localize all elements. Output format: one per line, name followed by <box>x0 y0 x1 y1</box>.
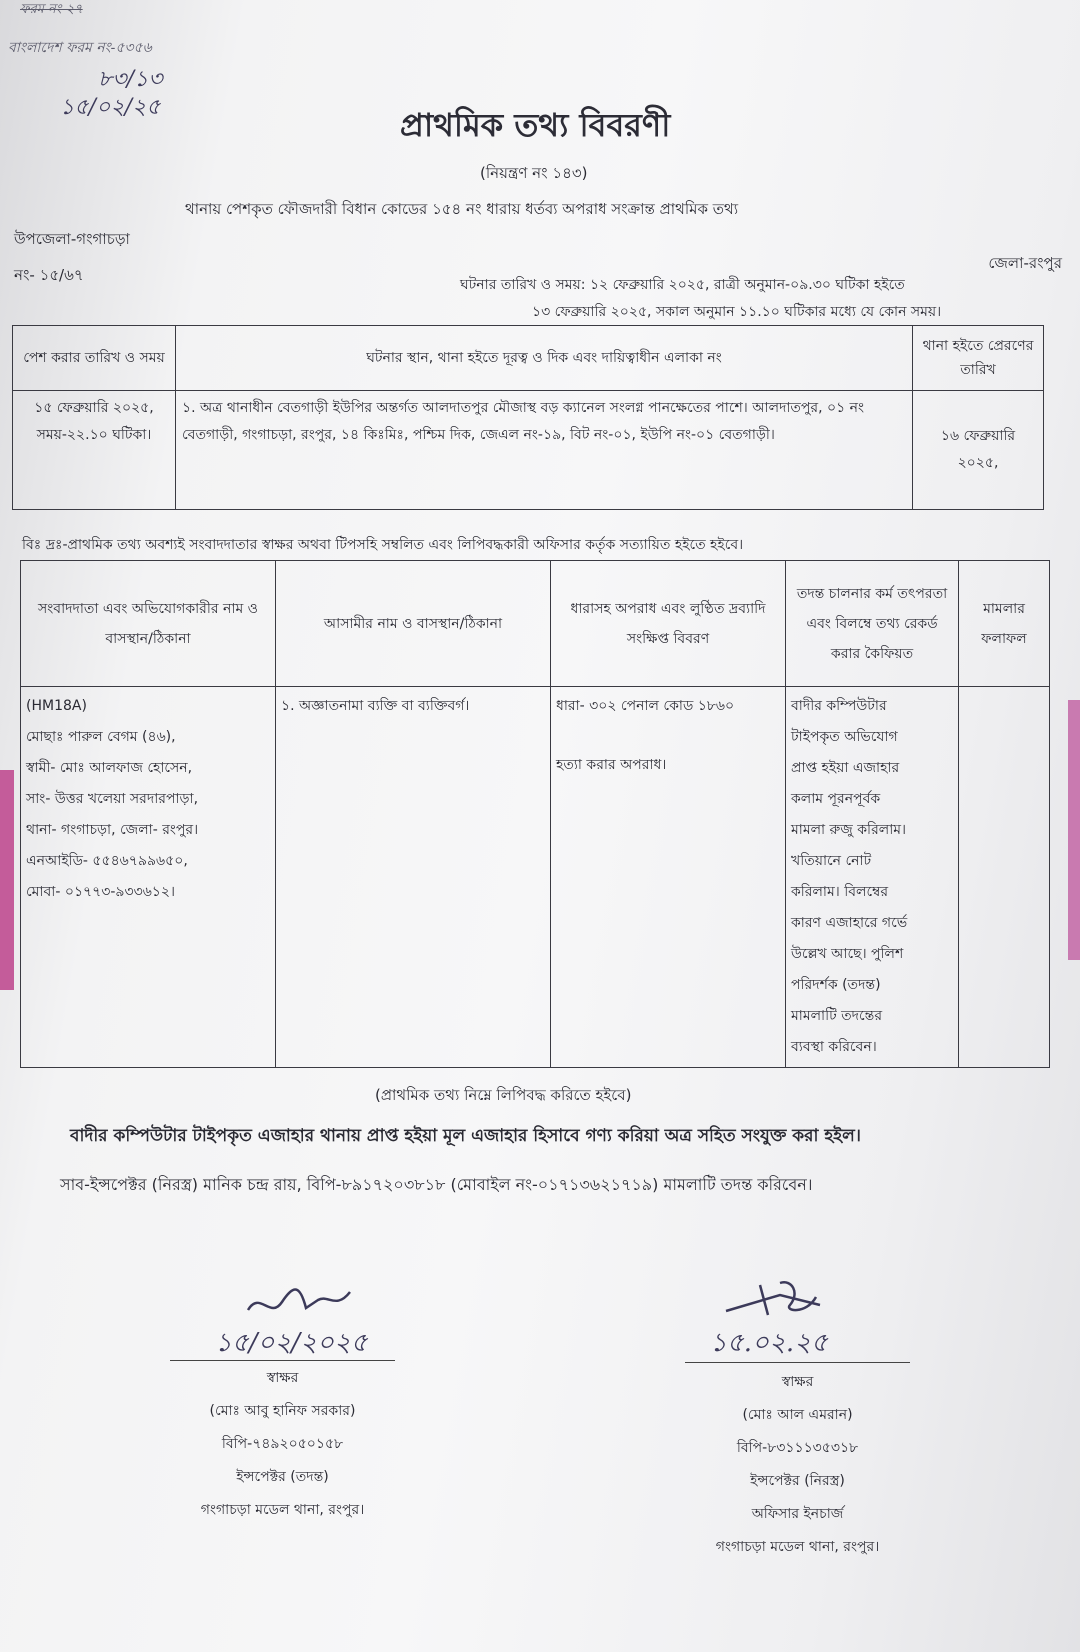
incident-time-line2: ১৩ ফেব্রুয়ারি ২০২৫, সকাল অনুমান ১১.১০ ঘটিকার মধ্যে যে কোন সময়। <box>532 304 942 320</box>
informant-thana: থানা- গংগাচড়া, জেলা- রংপুর। <box>26 822 199 838</box>
action-line: মামলা রুজু করিলাম। <box>791 822 907 838</box>
action-line: খতিয়ানে নোট <box>791 853 872 869</box>
action-line: প্রাপ্ত হইয়া এজাহার <box>791 760 900 776</box>
offence-section: ধারা- ৩০২ পেনাল কোড ১৮৬০ <box>556 698 735 714</box>
signature-right-bp: বিপি-৮৩১১১৩৫৩১৮ <box>736 1440 859 1456</box>
signature-right-date: ১৫.০২.২৫ <box>710 1328 828 1358</box>
statement: বাদীর কম্পিউটার টাইপকৃত এজাহার থানায় প্রাপ্ত হইয়া মূল এজাহার হিসাবে গণ্য করিয়া অত্র সহিত সংযুক্ত করা হইল। <box>70 1126 861 1146</box>
informant-husband: স্বামী- মোঃ আলফাজ হোসেন, <box>26 760 193 776</box>
signature-right-label: স্বাক্ষর <box>781 1374 814 1390</box>
informant-cell <box>21 687 276 1068</box>
signature-left-line <box>170 1360 395 1361</box>
signature-right-name: (মোঃ আল এমরান) <box>742 1407 853 1423</box>
upazila: উপজেলা-গংগাচড়া <box>14 230 130 248</box>
signature-left-block <box>150 1362 415 1527</box>
table-row <box>21 687 1050 1068</box>
background-edge <box>0 770 14 990</box>
background-edge-right <box>1068 700 1080 960</box>
signature-right-line <box>685 1362 910 1363</box>
document-description: থানায় পেশকৃত ফৌজদারী বিধান কোডের ১৫৪ নং ধারায় ধর্তব্য অপরাধ সংক্রান্ত প্রাথমিক তথ্য <box>185 200 739 218</box>
header-location: ঘটনার স্থান, থানা হইতে দূরত্ব ও দিক এবং দায়িত্বাধীন এলাকা নং <box>176 326 913 391</box>
incident-location: ১. অত্র থানাধীন বেতগাড়ী ইউপির অন্তর্গত আলদাতপুর মৌজাস্থ বড় ক্যানেল সংলগ্ন পানক্ষেতের পাশে। আলদাতপুর, ০১ নং বেতগাড়ী, গংগাচড়া, রংপুর, ১৪ কিঃমিঃ, পশ্চিম দিক, জেএল নং-১৯, বিট নং-০১, ইউপি নং-০১ বেতগাড়ী। <box>176 391 913 510</box>
signature-right-role: অফিসার ইনচার্জ <box>751 1506 844 1522</box>
action-line: কলাম পূরনপূর্বক <box>791 791 881 807</box>
notice: বিঃ দ্রঃ-প্রাথমিক তথ্য অবশ্যই সংবাদদাতার স্বাক্ষর অথবা টিপসহি সম্বলিত এবং লিপিবদ্ধকারী অফিসার কর্তৃক সত্যায়িত হইতে হইবে। <box>22 537 744 553</box>
table-header-row <box>21 561 1050 687</box>
action-line: ব্যবস্থা করিবেন। <box>791 1039 877 1055</box>
header-informant: সংবাদদাতা এবং অভিযোগকারীর নাম ও বাসস্থান/ঠিকানা <box>21 561 276 687</box>
incident-table <box>12 325 1044 510</box>
reference-date: ১৫/০২/২৫ <box>60 95 161 120</box>
assignment: সাব-ইন্সপেক্টর (নিরস্ত্র) মানিক চন্দ্র রায়, বিপি-৮৯১৭২০৩৮১৮ (মোবাইল নং-০১৭১৩৬২১৭১৯) মামলাটি তদন্ত করিবেন। <box>60 1175 813 1194</box>
signature-right-block <box>665 1366 930 1564</box>
case-number: নং- ১৫/৬৭ <box>14 266 84 284</box>
sent-date: ১৬ ফেব্রুয়ারি ২০২৫, <box>913 391 1044 510</box>
header-accused: আসামীর নাম ও বাসস্থান/ঠিকানা <box>276 561 551 687</box>
action-line: মামলাটি তদন্তের <box>791 1008 883 1024</box>
header-action: তদন্ত চালনার কর্ম তৎপরতা এবং বিলম্বে তথ্য রেকর্ড করার কৈফিয়ত <box>786 561 959 687</box>
complaint-table <box>20 560 1050 1068</box>
action-line: কারণ এজাহারে গর্ভে <box>791 915 908 931</box>
signature-right-designation: ইন্সপেক্টর (নিরস্ত্র) <box>750 1473 845 1489</box>
incident-time-line1: ঘটনার তারিখ ও সময়: ১২ ফেব্রুয়ারি ২০২৫, রাত্রী অনুমান-০৯.৩০ ঘটিকা হইতে <box>460 277 905 293</box>
document-title: প্রাথমিক তথ্য বিবরণী <box>400 106 671 144</box>
action-line: উল্লেখ আছে। পুলিশ <box>791 946 904 962</box>
district: জেলা-রংপুর <box>988 254 1062 272</box>
accused-cell: ১. অজ্ঞাতনামা ব্যক্তি বা ব্যক্তিবর্গ। <box>276 687 551 1068</box>
action-cell <box>786 687 959 1068</box>
action-line: টাইপকৃত অভিযোগ <box>791 729 898 745</box>
table-header-row <box>13 326 1044 391</box>
bd-form-number: বাংলাদেশ ফরম নং-৫৩৫৬ <box>8 40 152 56</box>
action-line: বাদীর কম্পিউটার <box>791 698 887 714</box>
signature-right-scribble <box>720 1275 830 1325</box>
signature-left-bp: বিপি-৭৪৯২০৫০১৫৮ <box>221 1436 344 1452</box>
signature-right-station: গংগাচড়া মডেল থানা, রংপুর। <box>715 1539 880 1555</box>
header-result: মামলার ফলাফল <box>959 561 1050 687</box>
offence-cell <box>551 687 786 1068</box>
signature-left-designation: ইন্সপেক্টর (তদন্ত) <box>236 1469 329 1485</box>
informant-name: মোছাঃ পারুল বেগম (৪৬), <box>26 729 176 745</box>
action-line: পরিদর্শক (তদন্ত) <box>791 977 881 993</box>
signature-left-label: স্বাক্ষর <box>266 1370 299 1386</box>
result-cell <box>959 687 1050 1068</box>
informant-code: (HM18A) <box>26 698 87 714</box>
form-number: ফরম নং-২৭ <box>20 2 83 17</box>
reference-number: ৮৩/১৩ <box>98 67 163 92</box>
signature-left-station: গংগাচড়া মডেল থানা, রংপুর। <box>200 1502 365 1518</box>
regulation-number: (নিয়ন্ত্রণ নং ১৪৩) <box>480 164 588 182</box>
header-offence: ধারাসহ অপরাধ এবং লুণ্ঠিত দ্রব্যাদি সংক্ষিপ্ত বিবরণ <box>551 561 786 687</box>
prelim-note: (প্রাথমিক তথ্য নিম্নে লিপিবদ্ধ করিতে হইবে) <box>375 1086 632 1104</box>
submission-datetime: ১৫ ফেব্রুয়ারি ২০২৫, সময়-২২.১০ ঘটিকা। <box>13 391 176 510</box>
table-row <box>13 391 1044 510</box>
signature-left-date: ১৫/০২/২০২৫ <box>215 1328 368 1358</box>
informant-nid: এনআইডি- ৫৫৪৬৭৯৯৬৫০, <box>26 853 188 869</box>
offence-description: হত্যা করার অপরাধ। <box>556 757 667 773</box>
header-submission: পেশ করার তারিখ ও সময় <box>13 326 176 391</box>
header-sent-date: থানা হইতে প্রেরণের তারিখ <box>913 326 1044 391</box>
signature-left-name: (মোঃ আবু হানিফ সরকার) <box>209 1403 356 1419</box>
informant-mobile: মোবা- ০১৭৭৩-৯৩৩৬১২। <box>26 884 176 900</box>
action-line: করিলাম। বিলম্বের <box>791 884 889 900</box>
informant-village: সাং- উত্তর খলেয়া সরদারপাড়া, <box>26 791 199 807</box>
